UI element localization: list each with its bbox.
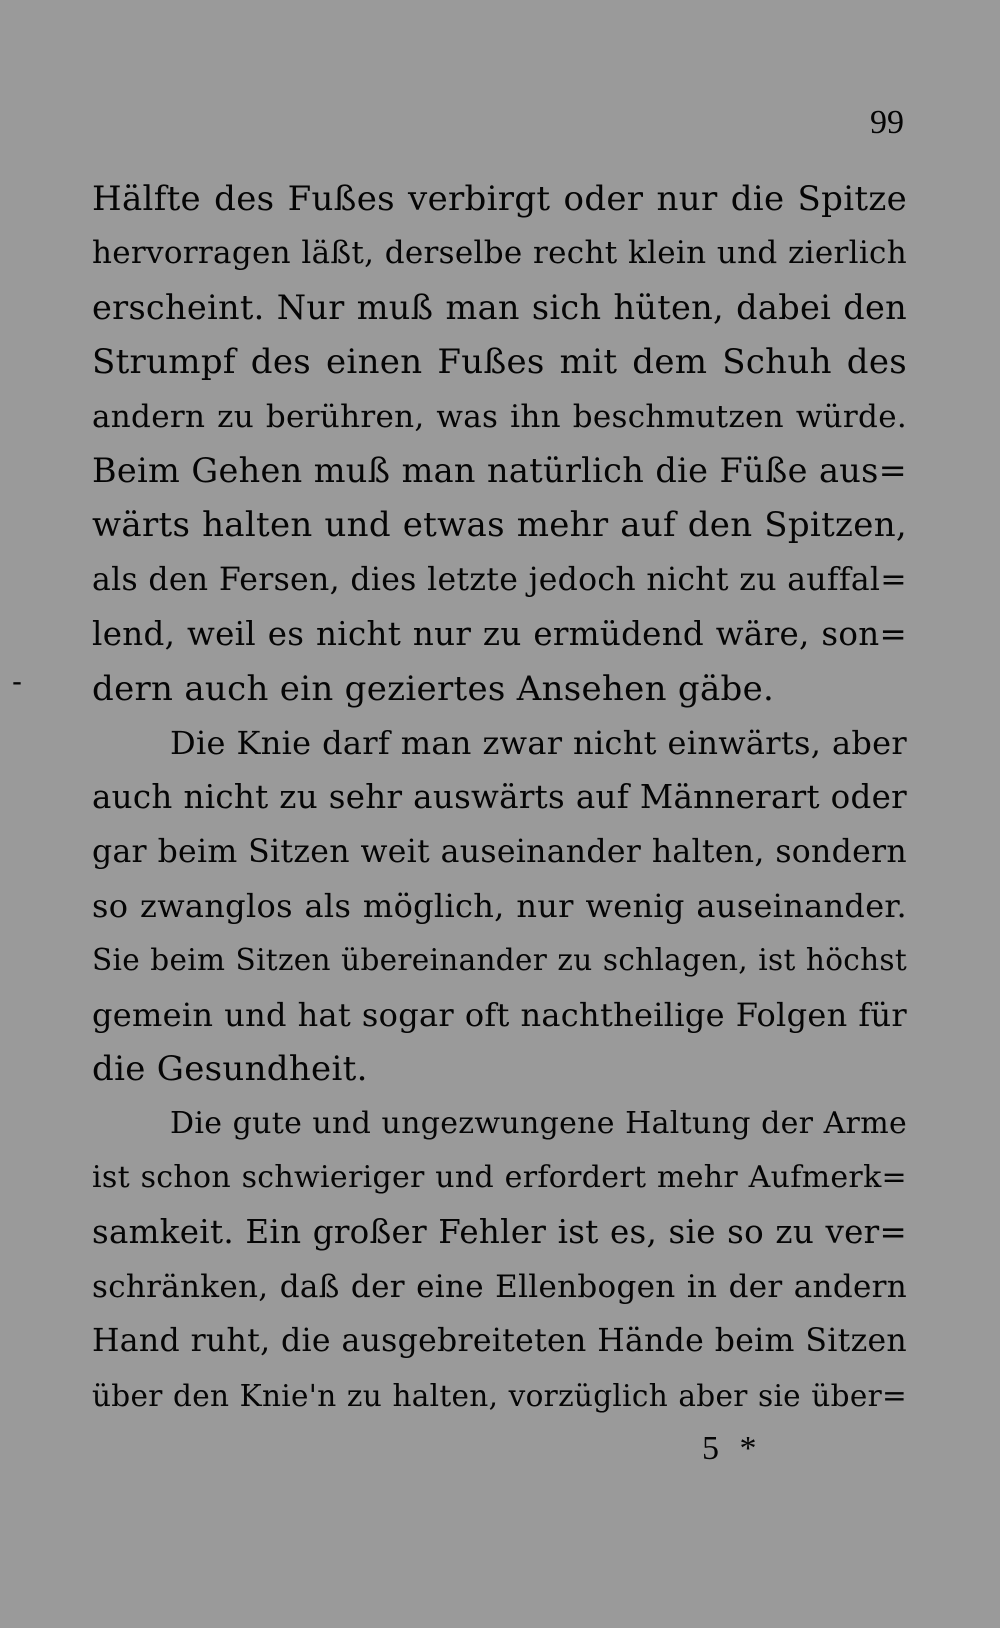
text-line: über den Knie'n zu halten, vorzüglich aber sie über= [92, 1378, 907, 1413]
text-line: gar beim Sitzen weit auseinander halten, sondern [92, 833, 907, 870]
text-line: die Gesundheit. [92, 1049, 368, 1090]
text-line: Hälfte des Fußes verbirgt oder nur die Spitze [92, 179, 907, 219]
body-text [92, 172, 907, 1423]
signature-mark: 5 * [702, 1430, 763, 1467]
page-number: 99 [870, 104, 904, 141]
text-line: Hand ruht, die ausgebreiteten Hände beim Sitzen [92, 1323, 907, 1360]
text-line: erscheint. Nur muß man sich hüten, dabei den [92, 287, 907, 327]
text-line: so zwanglos als möglich, nur wenig auseinander. [92, 887, 907, 926]
text-line: lend, weil es nicht nur zu ermüdend wäre, son= [92, 615, 907, 654]
text-line: hervorragen läßt, derselbe recht klein und zierlich [92, 235, 907, 272]
text-line: samkeit. Ein großer Fehler ist es, sie so zu ver= [92, 1213, 907, 1252]
text-line: andern zu berühren, was ihn beschmutzen würde. [92, 398, 907, 435]
text-line: gemein und hat sogar oft nachtheilige Folgen für [92, 995, 907, 1034]
text-line: ist schon schwieriger und erfordert mehr Aufmerk= [92, 1160, 907, 1196]
text-line: als den Fersen, dies letzte jedoch nicht zu auffal= [92, 561, 907, 598]
text-line: Beim Gehen muß man natürlich die Füße aus= [92, 450, 907, 490]
text-line: auch nicht zu sehr auswärts auf Männerart oder [92, 778, 907, 817]
text-line: Die gute und ungezwungene Haltung der Arme [170, 1105, 907, 1141]
text-line: schränken, daß der eine Ellenbogen in der andern [92, 1268, 907, 1305]
text-line: Sie beim Sitzen übereinander zu schlagen, ist höchst [92, 943, 907, 978]
text-line: Strumpf des einen Fußes mit dem Schuh des [92, 342, 907, 383]
margin-mark: - [12, 665, 22, 698]
text-line: wärts halten und etwas mehr auf den Spitzen, [92, 505, 907, 546]
text-line: dern auch ein geziertes Ansehen gäbe. [92, 668, 775, 709]
text-line: Die Knie darf man zwar nicht einwärts, aber [170, 723, 907, 762]
